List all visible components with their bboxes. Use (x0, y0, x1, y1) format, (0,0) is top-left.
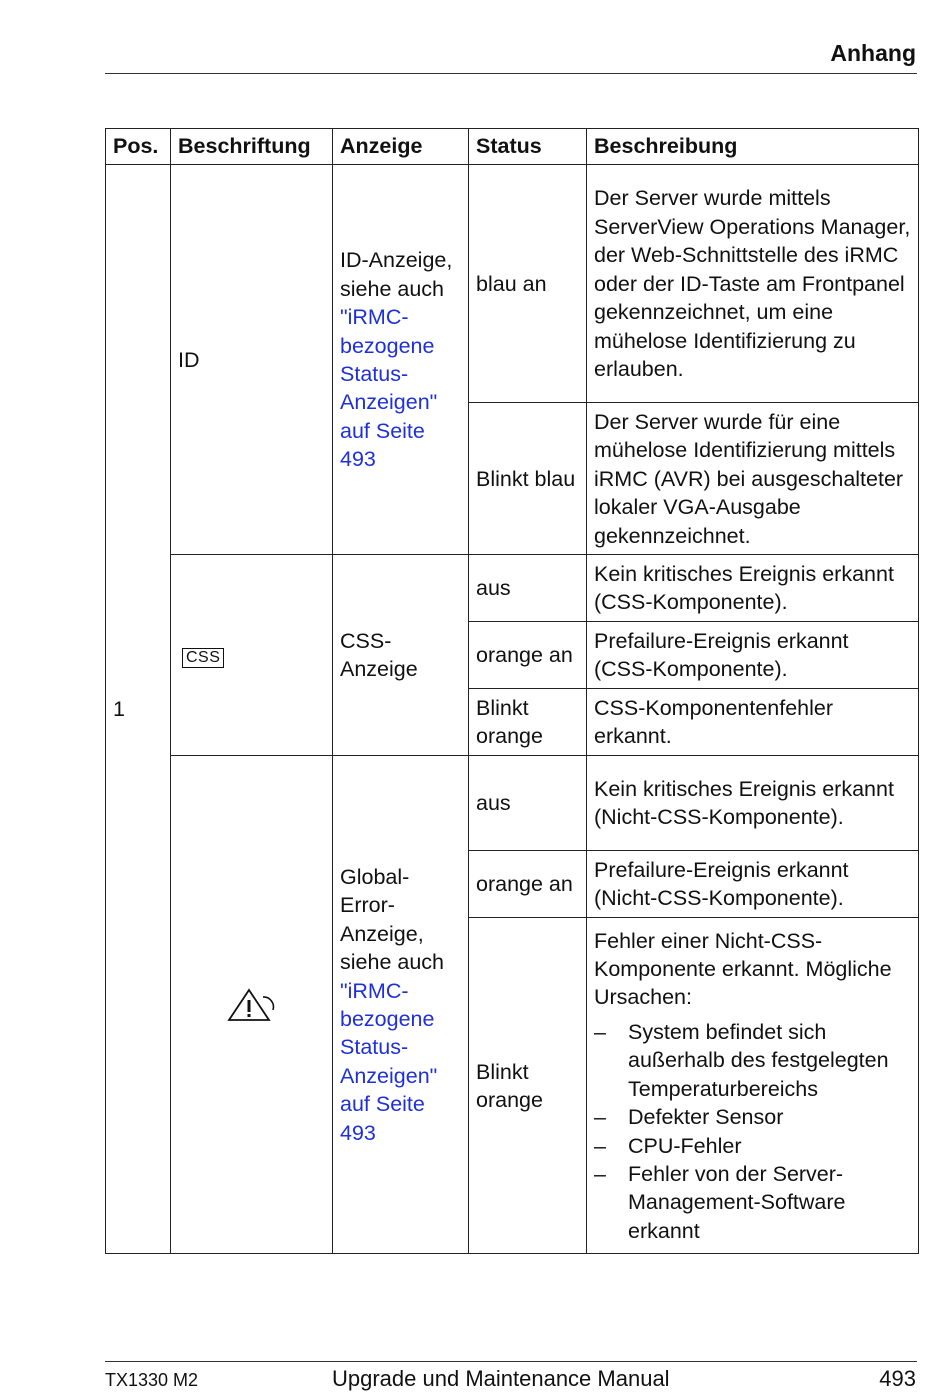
description-cell: Prefailure-Ereignis erkannt (CSS-Komponente). (587, 622, 919, 689)
id-label-cell: ID (171, 165, 333, 555)
global-error-anzeige-text: Global-Error-Anzeige, siehe auch (340, 864, 444, 975)
status-cell: Blinkt orange (469, 689, 587, 756)
description-cell: Der Server wurde für eine mühelose Identifizierung mittels iRMC (AVR) bei ausgeschalteter lokaler VGA-Ausgabe gekennzeichnet. (587, 403, 919, 555)
description-cell (587, 918, 919, 1254)
footer-model: TX1330 M2 (105, 1370, 199, 1390)
css-label-cell (171, 555, 333, 756)
description-cell: Der Server wurde mittels ServerView Operations Manager, der Web-Schnittstelle des iRMC oder der ID-Taste am Frontpanel gekennzeichnet, um eine mühelose Identifizierung zu erlauben. (587, 165, 919, 403)
footer-manual-title: Upgrade und Maintenance Manual (332, 1366, 670, 1391)
footer-rule (105, 1361, 917, 1362)
global-error-anzeige-cell (333, 756, 469, 1254)
status-cell: Blinkt blau (469, 403, 587, 555)
list-item: – Fehler von der Server-Management-Software erkannt (594, 1160, 911, 1245)
header-rule (105, 73, 917, 74)
status-cell: orange an (469, 851, 587, 918)
status-cell: orange an (469, 622, 587, 689)
description-text: Fehler einer Nicht-CSS-Komponente erkannt. Mögliche Ursachen: (594, 928, 892, 1010)
css-icon: CSS (182, 648, 224, 668)
warning-triangle-icon (225, 986, 279, 1024)
description-cell: Prefailure-Ereignis erkannt (Nicht-CSS-Komponente). (587, 851, 919, 918)
table-row (106, 555, 919, 622)
list-item: – CPU-Fehler (594, 1132, 911, 1160)
description-cell: Kein kritisches Ereignis erkannt (Nicht-CSS-Komponente). (587, 756, 919, 851)
status-table (105, 128, 919, 1254)
column-header-beschreibung: Beschreibung (587, 129, 919, 165)
status-cell: blau an (469, 165, 587, 403)
column-header-status: Status (469, 129, 587, 165)
global-error-anzeige-link[interactable]: "iRMC-bezogene Status-Anzeigen" auf Seite 493 (340, 978, 438, 1145)
column-header-pos: Pos. (106, 129, 171, 165)
footer-page-number: 493 (879, 1366, 916, 1391)
pos-cell: 1 (106, 165, 171, 1254)
status-cell: aus (469, 555, 587, 622)
status-cell: aus (469, 756, 587, 851)
table-header-row (106, 129, 919, 165)
column-header-anzeige: Anzeige (333, 129, 469, 165)
id-anzeige-text: ID-Anzeige, siehe auch (340, 248, 453, 301)
description-cell: Kein kritisches Ereignis erkannt (CSS-Komponente). (587, 555, 919, 622)
status-cell: Blinkt orange (469, 918, 587, 1254)
column-header-beschriftung: Beschriftung (171, 129, 333, 165)
table-row (106, 756, 919, 851)
id-anzeige-cell (333, 165, 469, 555)
page-header-title: Anhang (830, 40, 916, 66)
description-cell: CSS-Komponentenfehler erkannt. (587, 689, 919, 756)
list-item: – Defekter Sensor (594, 1103, 911, 1131)
table-row (106, 165, 919, 403)
cause-list (594, 1018, 911, 1245)
id-anzeige-link[interactable]: "iRMC-bezogene Status-Anzeigen" auf Seite 493 (340, 305, 438, 472)
global-error-label-cell (171, 756, 333, 1254)
list-item: – System befindet sich außerhalb des festgelegten Temperaturbereichs (594, 1018, 911, 1103)
css-anzeige-cell: CSS-Anzeige (333, 555, 469, 756)
